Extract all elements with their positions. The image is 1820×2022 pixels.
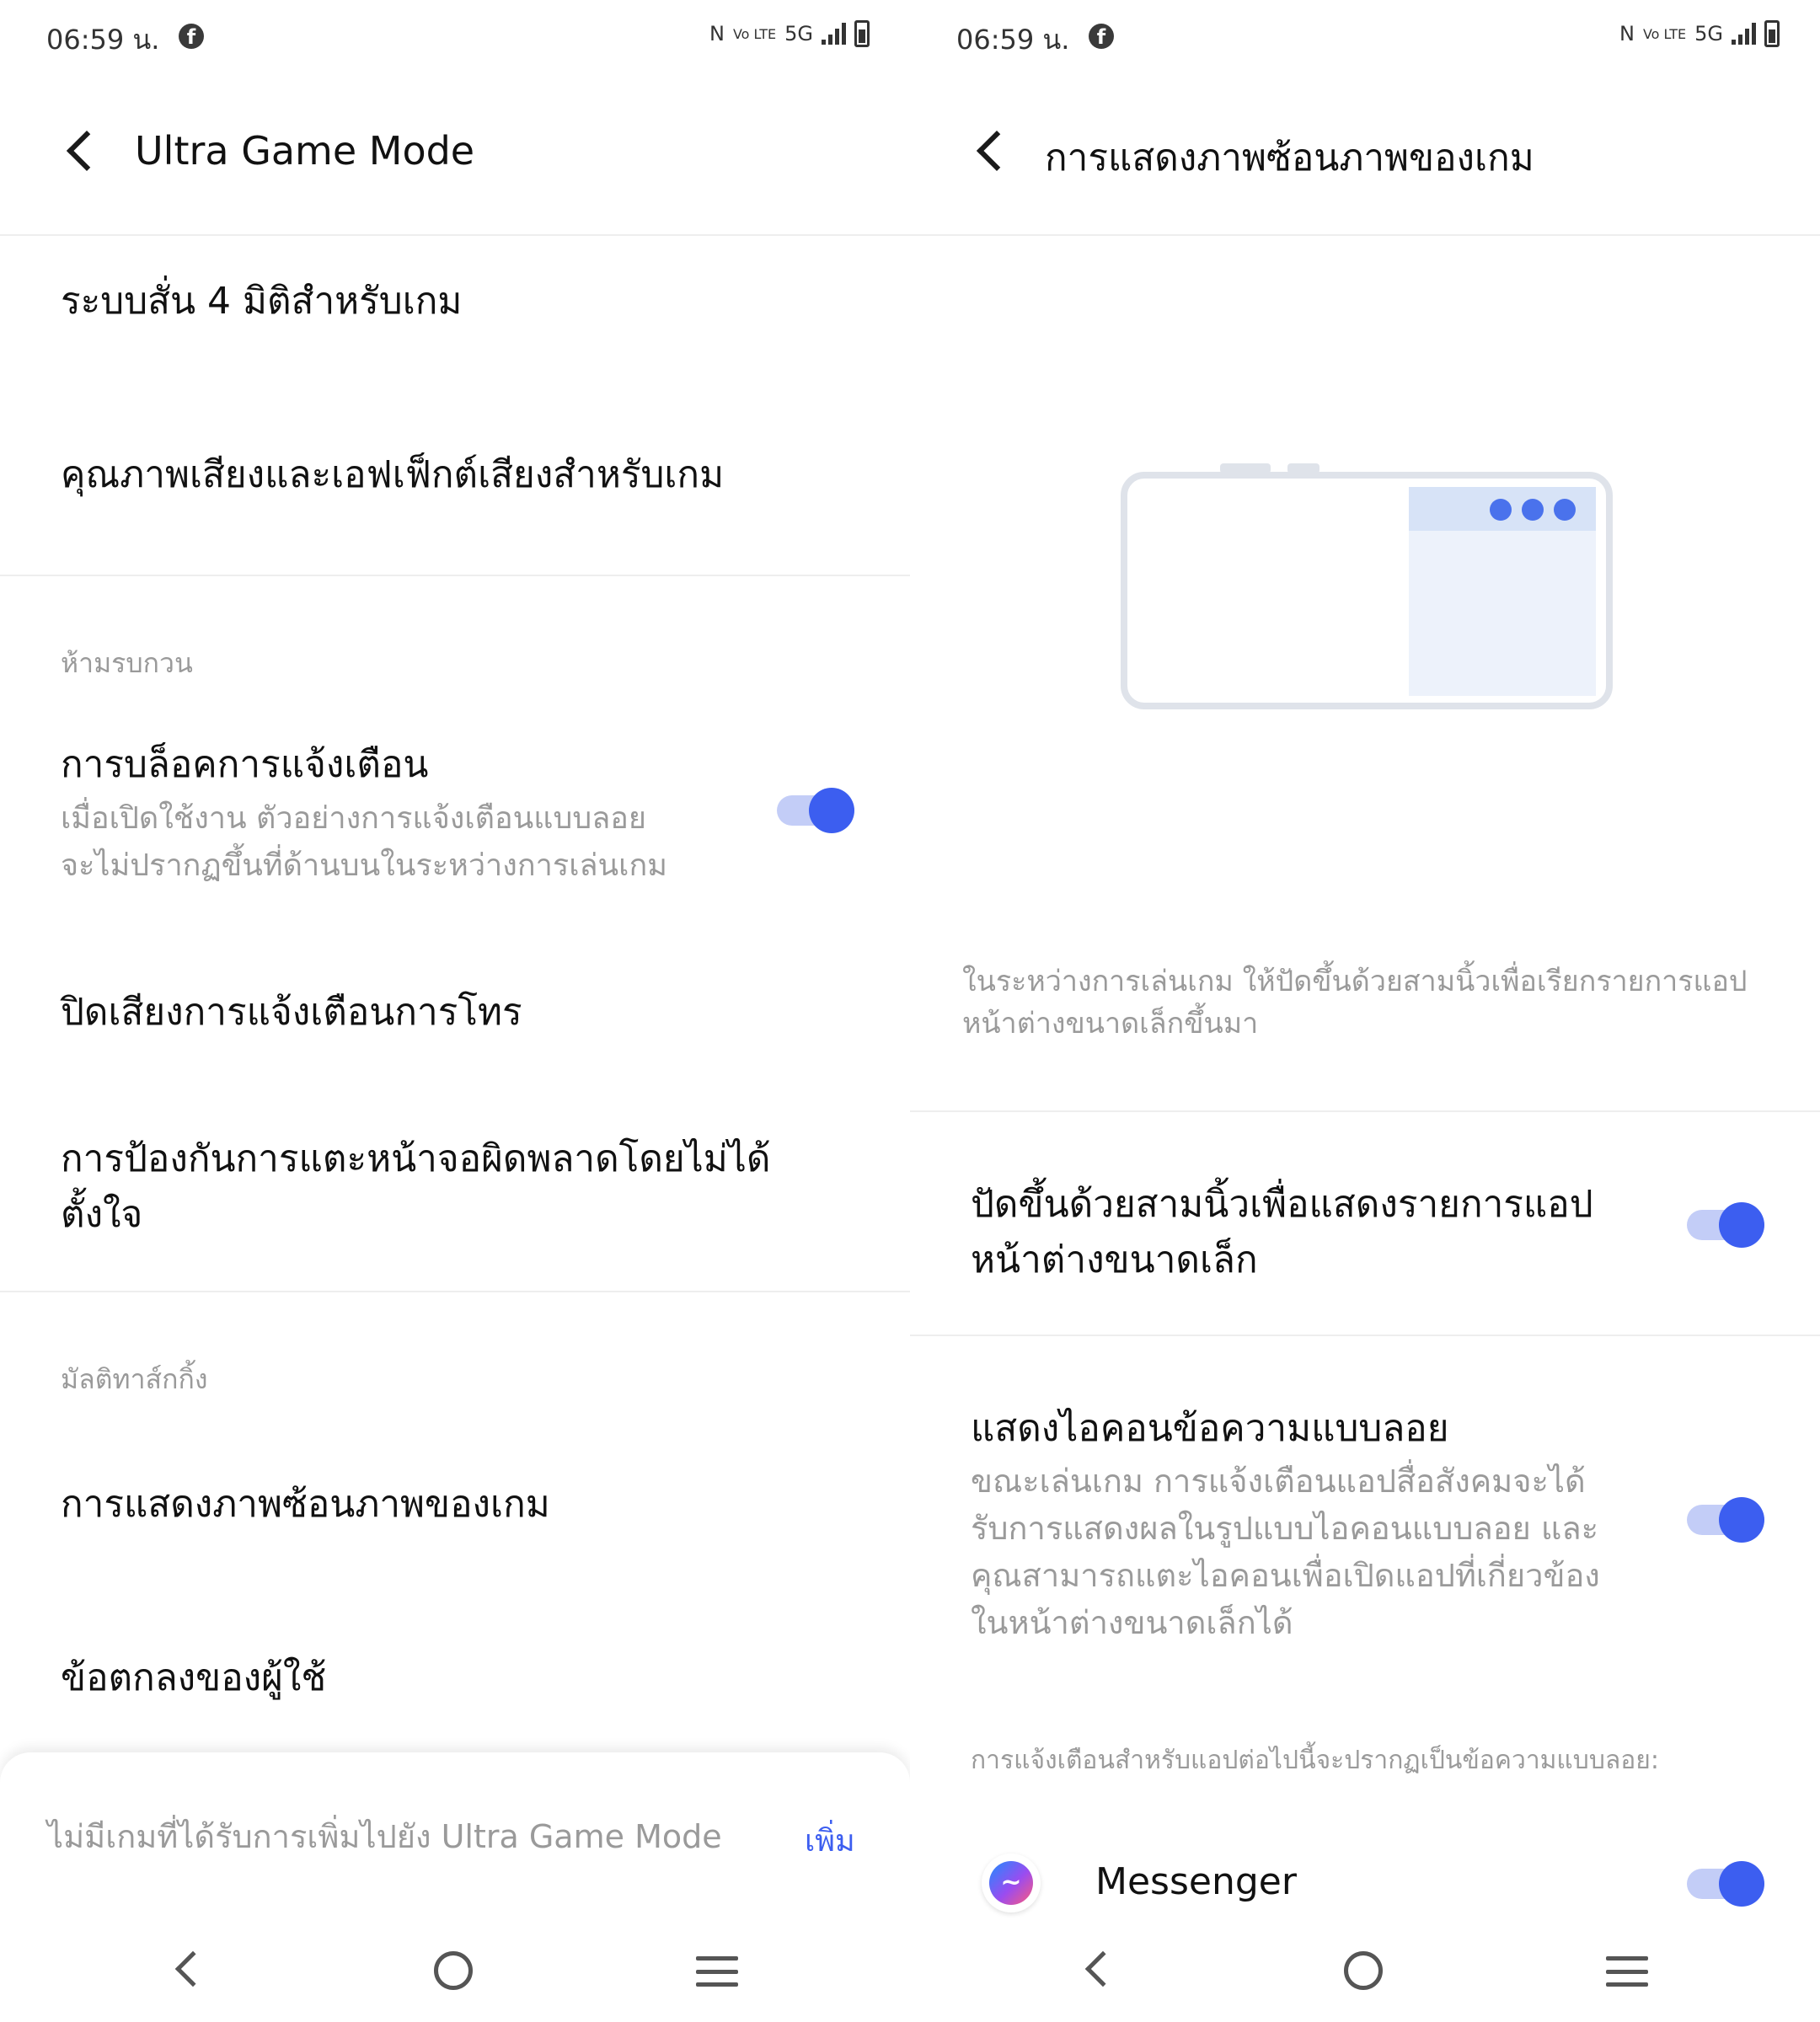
block-notifications-title[interactable]: การบล็อคการแจ้งเตือน — [61, 743, 429, 786]
nav-home-icon[interactable] — [1344, 1951, 1383, 1990]
section-divider-2 — [0, 1291, 910, 1292]
no-games-message: ไม่มีเกมที่ได้รับการเพิ่มไปยัง Ultra Game Mode — [47, 1818, 722, 1855]
floating-icon-title[interactable]: แสดงไอคอนข้อความแบบลอย — [971, 1407, 1449, 1450]
game-pip-screen — [910, 0, 1820, 2022]
floating-icon-desc-1: ขณะเล่นเกม การแจ้งเตือนแอปสื่อสังคมจะได้ — [971, 1463, 1586, 1500]
network-label: 5G — [784, 22, 813, 45]
nav-home-icon[interactable] — [434, 1951, 473, 1990]
swipe-option-line1[interactable]: ปัดขึ้นด้วยสามนิ้วเพื่อแสดงรายการแอป — [971, 1183, 1593, 1226]
back-icon[interactable] — [977, 131, 1017, 171]
nav-recents-icon[interactable] — [1606, 1956, 1648, 1987]
apps-section-label: การแจ้งเตือนสำหรับแอปต่อไปนี้จะปรากฏเป็นข้อความแบบลอย: — [971, 1746, 1659, 1775]
vibration-item[interactable]: ระบบสั่น 4 มิติสำหรับเกม — [61, 280, 463, 323]
back-icon[interactable] — [67, 131, 107, 171]
pip-item[interactable]: การแสดงภาพซ้อนภาพของเกม — [61, 1483, 550, 1526]
battery-icon — [854, 20, 870, 47]
status-icons — [709, 20, 870, 47]
dot-icon — [1554, 499, 1576, 521]
dot-icon — [1522, 499, 1544, 521]
dnd-section-label: ห้ามรบกวน — [61, 647, 193, 679]
dot-icon — [1490, 499, 1512, 521]
network-label: 5G — [1694, 22, 1723, 45]
facebook-icon: f — [179, 24, 204, 49]
messenger-app-icon — [982, 1854, 1041, 1912]
volte-icon: Vo LTE — [1642, 25, 1687, 42]
volte-icon: Vo LTE — [732, 25, 777, 42]
floating-icon-toggle[interactable] — [1687, 1498, 1764, 1538]
intro-text-1: ในระหว่างการเล่นเกม ให้ปัดขึ้นด้วยสามนิ้วเพื่อเรียกรายการแอป — [962, 965, 1748, 998]
header-divider — [910, 234, 1820, 236]
add-game-button[interactable]: เพิ่ม — [805, 1824, 855, 1859]
app-name: Messenger — [1095, 1860, 1297, 1903]
status-time: 06:59 น. — [956, 24, 1070, 56]
intro-text-2: หน้าต่างขนาดเล็กขึ้นมา — [962, 1007, 1259, 1040]
floating-icon-desc-4: ในหน้าต่างขนาดเล็กได้ — [971, 1604, 1293, 1641]
accidental-touch-item-line1[interactable]: การป้องกันการแตะหน้าจอผิดพลาดโดยไม่ได้ — [61, 1137, 771, 1180]
mute-calls-item[interactable]: ปิดเสียงการแจ้งเตือนการโทร — [61, 991, 522, 1034]
section-divider-1 — [910, 1110, 1820, 1112]
user-agreement-item[interactable]: ข้อตกลงของผู้ใช้ — [61, 1656, 327, 1699]
page-title: Ultra Game Mode — [135, 128, 475, 174]
block-notifications-toggle[interactable] — [777, 789, 854, 829]
nav-recents-icon[interactable] — [696, 1956, 738, 1987]
block-notifications-desc-1: เมื่อเปิดใช้งาน ตัวอย่างการแจ้งเตือนแบบลอย — [61, 801, 646, 836]
facebook-icon: f — [1089, 24, 1114, 49]
signal-icon — [822, 23, 846, 45]
multitasking-section-label: มัลติทาส์กกิ้ง — [61, 1363, 208, 1395]
battery-icon — [1764, 20, 1780, 47]
messenger-toggle[interactable] — [1687, 1862, 1764, 1902]
block-notifications-desc-2: จะไม่ปรากฏขึ้นที่ด้านบนในระหว่างการเล่นเกม — [61, 848, 667, 883]
messenger-icon: ~ — [989, 1861, 1033, 1905]
floating-icon-desc-2: รับการแสดงผลในรูปแบบไอคอนแบบลอย และ — [971, 1510, 1599, 1547]
nfc-icon: N — [1619, 22, 1635, 45]
section-divider-1 — [0, 575, 910, 576]
section-divider-2 — [910, 1335, 1820, 1336]
swipe-option-line2[interactable]: หน้าต่างขนาดเล็ก — [971, 1238, 1258, 1281]
floating-icon-desc-3: คุณสามารถแตะไอคอนเพื่อเปิดแอปที่เกี่ยวข้อง — [971, 1557, 1600, 1594]
accidental-touch-item-line2[interactable]: ตั้งใจ — [61, 1193, 143, 1236]
audio-item[interactable]: คุณภาพเสียงและเอฟเฟ็กต์เสียงสำหรับเกม — [61, 453, 725, 496]
signal-icon — [1732, 23, 1756, 45]
status-icons — [1619, 20, 1780, 47]
page-title: การแสดงภาพซ้อนภาพของเกม — [1045, 136, 1534, 179]
nav-back-icon[interactable] — [1085, 1951, 1121, 1987]
nfc-icon: N — [709, 22, 725, 45]
status-time: 06:59 น. — [46, 24, 160, 56]
swipe-three-fingers-toggle[interactable] — [1687, 1203, 1764, 1244]
header-divider — [0, 234, 910, 236]
